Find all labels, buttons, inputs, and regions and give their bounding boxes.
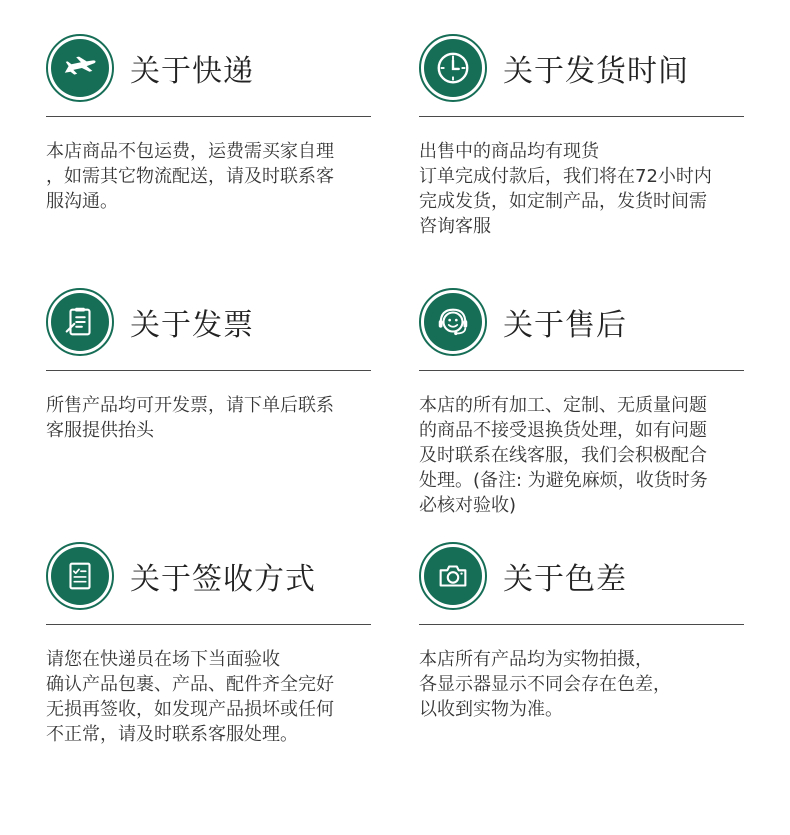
description-line: 客服提供抬头: [46, 420, 154, 441]
description-line: 处理。(备注: 为避免麻烦，收货时务: [419, 470, 708, 491]
clock-icon: [419, 34, 487, 102]
description-line: 订单完成付款后，我们将在72小时内: [419, 166, 712, 187]
description-line: 所售产品均可开发票，请下单后联系: [46, 395, 334, 416]
description-line: 的商品不接受退换货处理，如有问题: [419, 420, 707, 441]
section-description: [419, 647, 744, 722]
section-header: [46, 30, 371, 106]
section-header: [419, 284, 744, 360]
description-line: 确认产品包裹、产品、配件齐全完好: [46, 674, 334, 695]
description-line: 及时联系在线客服，我们会积极配合: [419, 445, 707, 466]
section-title: 关于快递: [130, 54, 254, 89]
description-line: 必核对验收): [419, 495, 517, 516]
camera-icon: [419, 542, 487, 610]
divider: [419, 624, 744, 625]
divider: [419, 116, 744, 117]
section-title: 关于签收方式: [130, 562, 316, 597]
description-line: 请您在快递员在场下当面验收: [46, 649, 280, 670]
description-line: 本店商品不包运费，运费需买家自理: [46, 141, 334, 162]
description-line: 各显示器显示不同会存在色差，: [419, 674, 671, 695]
section-shipping: [46, 30, 371, 214]
section-title: 关于发货时间: [503, 54, 689, 89]
section-header: [46, 284, 371, 360]
description-line: 咨询客服: [419, 216, 491, 237]
description-line: ，如需其它物流配送，请及时联系客: [46, 166, 334, 187]
section-title: 关于色差: [503, 562, 627, 597]
section-title: 关于发票: [130, 308, 254, 343]
description-line: 以收到实物为准。: [419, 699, 563, 720]
section-header: [419, 538, 744, 614]
section-color-difference: [419, 538, 744, 722]
section-invoice: [46, 284, 371, 443]
section-delivery-time: [419, 30, 744, 239]
section-title: 关于售后: [503, 308, 627, 343]
section-after-sales: [419, 284, 744, 518]
divider: [46, 370, 371, 371]
section-description: [419, 393, 744, 518]
description-line: 不正常，请及时联系客服处理。: [46, 724, 298, 745]
section-header: [419, 30, 744, 106]
description-line: 无损再签收，如发现产品损坏或任何: [46, 699, 334, 720]
divider: [419, 370, 744, 371]
description-line: 完成发货，如定制产品，发货时间需: [419, 191, 707, 212]
section-header: [46, 538, 371, 614]
description-line: 本店所有产品均为实物拍摄，: [419, 649, 653, 670]
divider: [46, 116, 371, 117]
airplane-icon: [46, 34, 114, 102]
section-description: [419, 139, 744, 239]
customer-service-icon: [419, 288, 487, 356]
checklist-icon: [46, 542, 114, 610]
description-line: 出售中的商品均有现货: [419, 141, 599, 162]
invoice-icon: [46, 288, 114, 356]
section-description: [46, 393, 371, 443]
section-description: [46, 647, 371, 747]
section-sign-off: [46, 538, 371, 747]
description-line: 服沟通。: [46, 191, 118, 212]
divider: [46, 624, 371, 625]
description-line: 本店的所有加工、定制、无质量问题: [419, 395, 707, 416]
section-description: [46, 139, 371, 214]
